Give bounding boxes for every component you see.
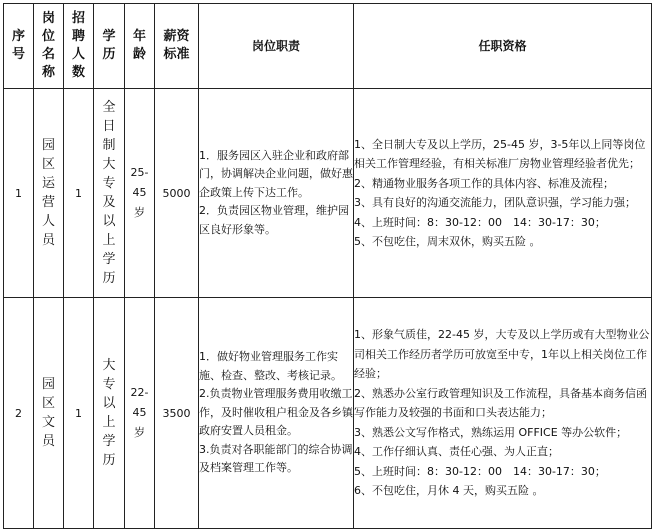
header-qualifications: 任职资格	[354, 4, 652, 89]
cell-position: 园 区 文 员	[34, 298, 64, 529]
cell-salary: 5000	[155, 89, 199, 298]
header-responsibilities: 岗位职责	[199, 4, 354, 89]
header-age: 年 龄	[125, 4, 155, 89]
cell-age: 22- 45 岁	[125, 298, 155, 529]
qualification-item: 2、熟悉办公室行政管理知识及工作流程，具备基本商务信函写作能力及较强的书面和口头表达能力；	[354, 386, 647, 420]
cell-count: 1	[64, 298, 94, 529]
cell-position: 园 区 运 营 人 员	[34, 89, 64, 298]
qualification-item: 2、精通物业服务各项工作的具体内容、标准及流程；	[354, 176, 614, 190]
job-posting-table	[3, 3, 652, 529]
qualification-item: 5、不包吃住，周末双休，购买五险 。	[354, 235, 541, 248]
header-row	[4, 4, 652, 89]
cell-education: 大 专 以 上 学 历	[94, 298, 125, 529]
responsibility-item: 2.负责物业管理服务费用收缴工作，及时催收租户租金及各乡镇政府安置人员租金。	[199, 387, 353, 438]
cell-qualifications	[354, 298, 652, 529]
cell-education: 全 日 制 大 专 及 以 上 学 历	[94, 89, 125, 298]
cell-seq: 2	[4, 298, 34, 529]
responsibility-item: 2．负责园区物业管理，维护园区良好形象等。	[199, 204, 349, 236]
cell-qualifications	[354, 89, 652, 298]
cell-responsibilities	[199, 89, 354, 298]
table-row	[4, 89, 652, 298]
header-position: 岗 位 名 称	[34, 4, 64, 89]
cell-salary: 3500	[155, 298, 199, 529]
header-education: 学 历	[94, 4, 125, 89]
qualification-item: 4、工作仔细认真、责任心强、为人正直；	[354, 445, 559, 459]
qualification-item: 5、上班时间：8：30-12：00 14：30-17：30；	[354, 464, 606, 478]
cell-responsibilities	[199, 298, 354, 529]
responsibility-item: 1．做好物业管理服务工作实施、检查、整改、考核记录。	[199, 350, 342, 382]
cell-count: 1	[64, 89, 94, 298]
qualification-item: 3、熟悉公文写作格式，熟练运用 OFFICE 等办公软件；	[354, 425, 628, 439]
header-seq: 序 号	[4, 4, 34, 89]
table-row	[4, 298, 652, 529]
responsibility-item: 3.负责对各职能部门的综合协调及档案管理工作等。	[199, 442, 353, 475]
qualification-item: 3、具有良好的沟通交流能力，团队意识强，学习能力强；	[354, 196, 636, 209]
qualification-item: 4、上班时间：8：30-12：00 14：30-17：30；	[354, 215, 606, 229]
cell-seq: 1	[4, 89, 34, 298]
qualification-item: 1、全日制大专及以上学历，25-45 岁，3-5年以上同等岗位相关工作管理经验，有相关标准厂房物业管理经验者优先；	[354, 137, 646, 170]
cell-age: 25- 45 岁	[125, 89, 155, 298]
header-salary: 薪资 标准	[155, 4, 199, 89]
header-count: 招 聘 人 数	[64, 4, 94, 89]
responsibility-item: 1．服务园区入驻企业和政府部门，协调解决企业问题，做好惠企政策上传下达工作。	[199, 148, 353, 199]
qualification-item: 6、不包吃住，月休 4 天，购买五险 。	[354, 484, 544, 498]
qualification-item: 1、形象气质佳，22-45 岁，大专及以上学历或有大型物业公司相关工作经历者学历可放宽至中专，1年以上相关岗位工作经验；	[354, 328, 650, 381]
